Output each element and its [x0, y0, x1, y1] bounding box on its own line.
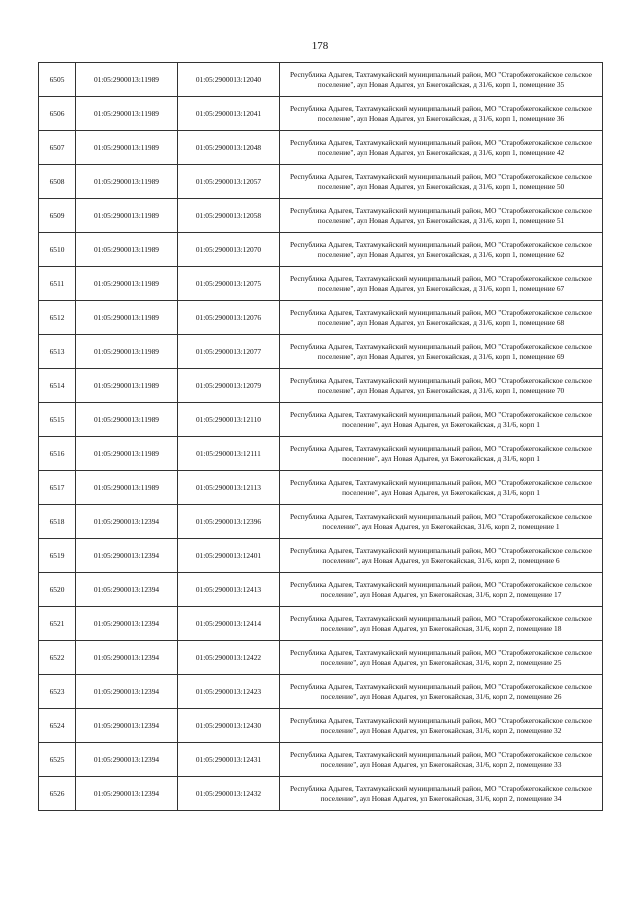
address-cell: Республика Адыгея, Тахтамукайский муниципальный район, МО "Старобжегокайское сельское поселение", аул Новая Адыгея, ул Бжегокайская, д 31/6, корп 1, помещение 62: [280, 233, 603, 267]
parent-cadastral-number-cell: 01:05:2900013:11989: [76, 335, 178, 369]
address-cell: Республика Адыгея, Тахтамукайский муниципальный район, МО "Старобжегокайское сельское поселение", аул Новая Адыгея, ул Бжегокайская, д 31/6, корп 1: [280, 403, 603, 437]
row-number-cell: 6512: [39, 301, 76, 335]
parent-cadastral-number-cell: 01:05:2900013:11989: [76, 369, 178, 403]
table-row: [39, 403, 603, 437]
table-row: [39, 63, 603, 97]
cadastral-number-cell: 01:05:2900013:12040: [178, 63, 280, 97]
cadastral-number-cell: 01:05:2900013:12076: [178, 301, 280, 335]
table-row: [39, 573, 603, 607]
cadastral-number-cell: 01:05:2900013:12423: [178, 675, 280, 709]
parent-cadastral-number-cell: 01:05:2900013:11989: [76, 97, 178, 131]
parent-cadastral-number-cell: 01:05:2900013:12394: [76, 675, 178, 709]
row-number-cell: 6519: [39, 539, 76, 573]
address-cell: Республика Адыгея, Тахтамукайский муниципальный район, МО "Старобжегокайское сельское поселение", аул Новая Адыгея, ул Бжегокайская, д 31/6, корп 1, помещение 70: [280, 369, 603, 403]
cadastral-number-cell: 01:05:2900013:12048: [178, 131, 280, 165]
row-number-cell: 6517: [39, 471, 76, 505]
registry-table: [38, 62, 603, 811]
table-row: [39, 641, 603, 675]
table-row: [39, 777, 603, 811]
cadastral-number-cell: 01:05:2900013:12075: [178, 267, 280, 301]
table-row: [39, 709, 603, 743]
address-cell: Республика Адыгея, Тахтамукайский муниципальный район, МО "Старобжегокайское сельское поселение", аул Новая Адыгея, ул Бжегокайская, д 31/6, корп 1, помещение 69: [280, 335, 603, 369]
parent-cadastral-number-cell: 01:05:2900013:12394: [76, 641, 178, 675]
row-number-cell: 6509: [39, 199, 76, 233]
parent-cadastral-number-cell: 01:05:2900013:11989: [76, 131, 178, 165]
table-row: [39, 233, 603, 267]
row-number-cell: 6514: [39, 369, 76, 403]
cadastral-number-cell: 01:05:2900013:12432: [178, 777, 280, 811]
table-row: [39, 539, 603, 573]
table-row: [39, 471, 603, 505]
row-number-cell: 6513: [39, 335, 76, 369]
parent-cadastral-number-cell: 01:05:2900013:11989: [76, 437, 178, 471]
cadastral-number-cell: 01:05:2900013:12413: [178, 573, 280, 607]
table-row: [39, 335, 603, 369]
address-cell: Республика Адыгея, Тахтамукайский муниципальный район, МО "Старобжегокайское сельское поселение", аул Новая Адыгея, ул Бжегокайская, д 31/6, корп 1, помещение 68: [280, 301, 603, 335]
parent-cadastral-number-cell: 01:05:2900013:11989: [76, 63, 178, 97]
parent-cadastral-number-cell: 01:05:2900013:12394: [76, 709, 178, 743]
parent-cadastral-number-cell: 01:05:2900013:12394: [76, 743, 178, 777]
row-number-cell: 6515: [39, 403, 76, 437]
address-cell: Республика Адыгея, Тахтамукайский муниципальный район, МО "Старобжегокайское сельское поселение", аул Новая Адыгея, ул Бжегокайская, 31/6, корп 2, помещение 17: [280, 573, 603, 607]
table-row: [39, 675, 603, 709]
table-row: [39, 301, 603, 335]
cadastral-number-cell: 01:05:2900013:12113: [178, 471, 280, 505]
table-row: [39, 267, 603, 301]
address-cell: Республика Адыгея, Тахтамукайский муниципальный район, МО "Старобжегокайское сельское поселение", аул Новая Адыгея, ул Бжегокайская, 31/6, корп 2, помещение 26: [280, 675, 603, 709]
row-number-cell: 6524: [39, 709, 76, 743]
cadastral-number-cell: 01:05:2900013:12077: [178, 335, 280, 369]
address-cell: Республика Адыгея, Тахтамукайский муниципальный район, МО "Старобжегокайское сельское поселение", аул Новая Адыгея, ул Бжегокайская, д 31/6, корп 1, помещение 36: [280, 97, 603, 131]
row-number-cell: 6516: [39, 437, 76, 471]
address-cell: Республика Адыгея, Тахтамукайский муниципальный район, МО "Старобжегокайское сельское поселение", аул Новая Адыгея, ул Бжегокайская, 31/6, корп 2, помещение 18: [280, 607, 603, 641]
parent-cadastral-number-cell: 01:05:2900013:11989: [76, 471, 178, 505]
parent-cadastral-number-cell: 01:05:2900013:12394: [76, 505, 178, 539]
address-cell: Республика Адыгея, Тахтамукайский муниципальный район, МО "Старобжегокайское сельское поселение", аул Новая Адыгея, ул Бжегокайская, 31/6, корп 2, помещение 33: [280, 743, 603, 777]
cadastral-number-cell: 01:05:2900013:12057: [178, 165, 280, 199]
address-cell: Республика Адыгея, Тахтамукайский муниципальный район, МО "Старобжегокайское сельское поселение", аул Новая Адыгея, ул Бжегокайская, 31/6, корп 2, помещение 34: [280, 777, 603, 811]
registry-table-body: [39, 63, 603, 811]
cadastral-number-cell: 01:05:2900013:12110: [178, 403, 280, 437]
cadastral-number-cell: 01:05:2900013:12058: [178, 199, 280, 233]
table-row: [39, 505, 603, 539]
row-number-cell: 6510: [39, 233, 76, 267]
address-cell: Республика Адыгея, Тахтамукайский муниципальный район, МО "Старобжегокайское сельское поселение", аул Новая Адыгея, ул Бжегокайская, д 31/6, корп 1: [280, 437, 603, 471]
row-number-cell: 6521: [39, 607, 76, 641]
cadastral-number-cell: 01:05:2900013:12422: [178, 641, 280, 675]
address-cell: Республика Адыгея, Тахтамукайский муниципальный район, МО "Старобжегокайское сельское поселение", аул Новая Адыгея, ул Бжегокайская, 31/6, корп 2, помещение 6: [280, 539, 603, 573]
row-number-cell: 6525: [39, 743, 76, 777]
cadastral-number-cell: 01:05:2900013:12070: [178, 233, 280, 267]
address-cell: Республика Адыгея, Тахтамукайский муниципальный район, МО "Старобжегокайское сельское поселение", аул Новая Адыгея, ул Бжегокайская, 31/6, корп 2, помещение 25: [280, 641, 603, 675]
parent-cadastral-number-cell: 01:05:2900013:11989: [76, 165, 178, 199]
parent-cadastral-number-cell: 01:05:2900013:11989: [76, 403, 178, 437]
cadastral-number-cell: 01:05:2900013:12079: [178, 369, 280, 403]
address-cell: Республика Адыгея, Тахтамукайский муниципальный район, МО "Старобжегокайское сельское поселение", аул Новая Адыгея, ул Бжегокайская, 31/6, корп 2, помещение 32: [280, 709, 603, 743]
table-row: [39, 743, 603, 777]
row-number-cell: 6522: [39, 641, 76, 675]
page-number: 178: [311, 40, 329, 52]
table-row: [39, 165, 603, 199]
row-number-cell: 6520: [39, 573, 76, 607]
row-number-cell: 6506: [39, 97, 76, 131]
row-number-cell: 6526: [39, 777, 76, 811]
table-row: [39, 437, 603, 471]
row-number-cell: 6518: [39, 505, 76, 539]
cadastral-number-cell: 01:05:2900013:12414: [178, 607, 280, 641]
cadastral-number-cell: 01:05:2900013:12111: [178, 437, 280, 471]
row-number-cell: 6505: [39, 63, 76, 97]
cadastral-number-cell: 01:05:2900013:12041: [178, 97, 280, 131]
parent-cadastral-number-cell: 01:05:2900013:12394: [76, 607, 178, 641]
table-row: [39, 607, 603, 641]
cadastral-number-cell: 01:05:2900013:12430: [178, 709, 280, 743]
address-cell: Республика Адыгея, Тахтамукайский муниципальный район, МО "Старобжегокайское сельское поселение", аул Новая Адыгея, ул Бжегокайская, д 31/6, корп 1, помещение 50: [280, 165, 603, 199]
parent-cadastral-number-cell: 01:05:2900013:11989: [76, 301, 178, 335]
row-number-cell: 6511: [39, 267, 76, 301]
table-row: [39, 131, 603, 165]
row-number-cell: 6523: [39, 675, 76, 709]
address-cell: Республика Адыгея, Тахтамукайский муниципальный район, МО "Старобжегокайское сельское поселение", аул Новая Адыгея, ул Бжегокайская, д 31/6, корп 1, помещение 51: [280, 199, 603, 233]
address-cell: Республика Адыгея, Тахтамукайский муниципальный район, МО "Старобжегокайское сельское поселение", аул Новая Адыгея, ул Бжегокайская, д 31/6, корп 1, помещение 42: [280, 131, 603, 165]
parent-cadastral-number-cell: 01:05:2900013:12394: [76, 777, 178, 811]
parent-cadastral-number-cell: 01:05:2900013:11989: [76, 199, 178, 233]
parent-cadastral-number-cell: 01:05:2900013:12394: [76, 539, 178, 573]
parent-cadastral-number-cell: 01:05:2900013:11989: [76, 233, 178, 267]
table-row: [39, 199, 603, 233]
parent-cadastral-number-cell: 01:05:2900013:12394: [76, 573, 178, 607]
table-row: [39, 369, 603, 403]
row-number-cell: 6508: [39, 165, 76, 199]
row-number-cell: 6507: [39, 131, 76, 165]
cadastral-number-cell: 01:05:2900013:12431: [178, 743, 280, 777]
parent-cadastral-number-cell: 01:05:2900013:11989: [76, 267, 178, 301]
address-cell: Республика Адыгея, Тахтамукайский муниципальный район, МО "Старобжегокайское сельское поселение", аул Новая Адыгея, ул Бжегокайская, д 31/6, корп 1, помещение 67: [280, 267, 603, 301]
address-cell: Республика Адыгея, Тахтамукайский муниципальный район, МО "Старобжегокайское сельское поселение", аул Новая Адыгея, ул Бжегокайская, д 31/6, корп 1: [280, 471, 603, 505]
cadastral-number-cell: 01:05:2900013:12401: [178, 539, 280, 573]
cadastral-number-cell: 01:05:2900013:12396: [178, 505, 280, 539]
address-cell: Республика Адыгея, Тахтамукайский муниципальный район, МО "Старобжегокайское сельское поселение", аул Новая Адыгея, ул Бжегокайская, д 31/6, корп 1, помещение 35: [280, 63, 603, 97]
address-cell: Республика Адыгея, Тахтамукайский муниципальный район, МО "Старобжегокайское сельское поселение", аул Новая Адыгея, ул Бжегокайская, 31/6, корп 2, помещение 1: [280, 505, 603, 539]
table-row: [39, 97, 603, 131]
